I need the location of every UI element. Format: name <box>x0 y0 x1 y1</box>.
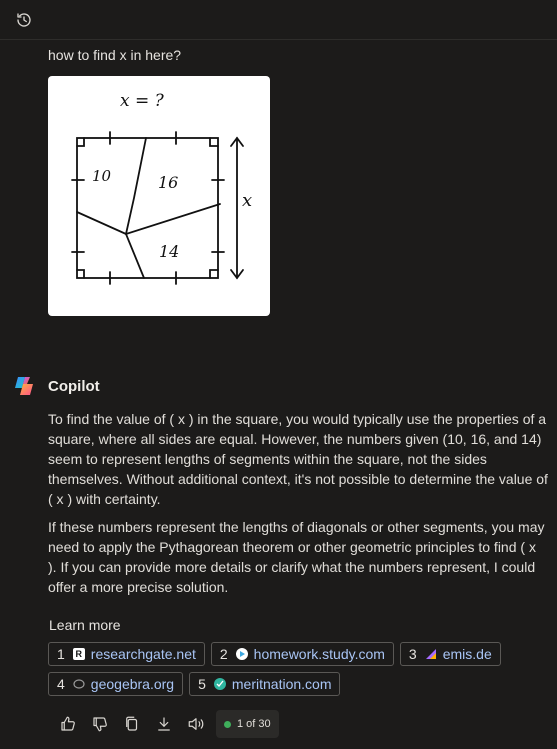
history-clock-icon <box>15 11 33 29</box>
source-number: 1 <box>57 646 65 662</box>
source-chip-researchgate[interactable] <box>48 642 205 666</box>
source-label: meritnation.com <box>231 676 332 692</box>
history-button[interactable] <box>12 8 36 32</box>
source-chip-geogebra[interactable] <box>48 672 183 696</box>
message-actions <box>52 710 279 738</box>
copilot-logo-icon <box>12 374 36 398</box>
source-list <box>48 642 548 702</box>
speaker-icon <box>186 715 206 733</box>
source-chip-meritnation[interactable] <box>189 672 340 696</box>
copilot-answer <box>48 409 548 605</box>
copilot-header <box>12 374 100 398</box>
source-number: 5 <box>198 676 206 692</box>
image-title: x = ? <box>120 91 164 111</box>
read-aloud-button[interactable] <box>180 710 212 738</box>
download-icon <box>155 715 173 733</box>
image-label-x: x <box>242 190 253 211</box>
answer-paragraph: If these numbers represent the lengths of diagonals or other segments, you may need to apply the Pythagorean theorem or other geometric principles to find ( x ). If you can provide more details or clarify what the numbers represent, I could offer a more precise solution. <box>48 519 545 595</box>
source-chip-emis[interactable] <box>400 642 501 666</box>
source-label: geogebra.org <box>90 676 175 692</box>
user-message-text: how to find x in here? <box>48 47 182 63</box>
source-number: 3 <box>408 646 417 662</box>
study-icon <box>236 648 248 660</box>
thumbs-down-icon <box>91 715 109 733</box>
thumbs-up-button[interactable] <box>52 710 84 738</box>
copy-icon <box>123 715 141 733</box>
response-counter <box>216 710 279 738</box>
thumbs-down-button[interactable] <box>84 710 116 738</box>
emis-icon <box>425 648 437 660</box>
answer-paragraph: To find the value of ( x ) in the square, you would typically use the properties of a square, where all sides are equal. However, the numbers given (10, 16, and 14) seem to represent lengths of segments within the square, not the sides themselves. Without additional context, it's not possible to determine the value of ( x ) with certainty. <box>48 411 548 507</box>
source-number: 2 <box>219 646 228 662</box>
learn-more-label: Learn more <box>49 617 121 633</box>
geogebra-icon <box>73 678 85 690</box>
image-label-16: 16 <box>158 173 179 192</box>
source-label: researchgate.net <box>90 646 196 662</box>
image-label-10: 10 <box>92 167 112 185</box>
source-label: homework.study.com <box>253 646 385 662</box>
copilot-name: Copilot <box>48 377 100 395</box>
top-bar <box>0 0 557 40</box>
status-dot <box>224 721 231 728</box>
copy-button[interactable] <box>116 710 148 738</box>
thumbs-up-icon <box>59 715 77 733</box>
download-button[interactable] <box>148 710 180 738</box>
user-uploaded-image[interactable] <box>48 76 270 316</box>
response-counter-text: 1 of 30 <box>237 718 271 730</box>
meritnation-icon <box>214 678 226 690</box>
square-sketch <box>48 76 270 316</box>
image-label-14: 14 <box>159 242 180 261</box>
researchgate-icon: R <box>73 648 85 660</box>
source-label: emis.de <box>442 646 492 662</box>
source-number: 4 <box>57 676 65 692</box>
source-chip-study[interactable] <box>211 642 394 666</box>
